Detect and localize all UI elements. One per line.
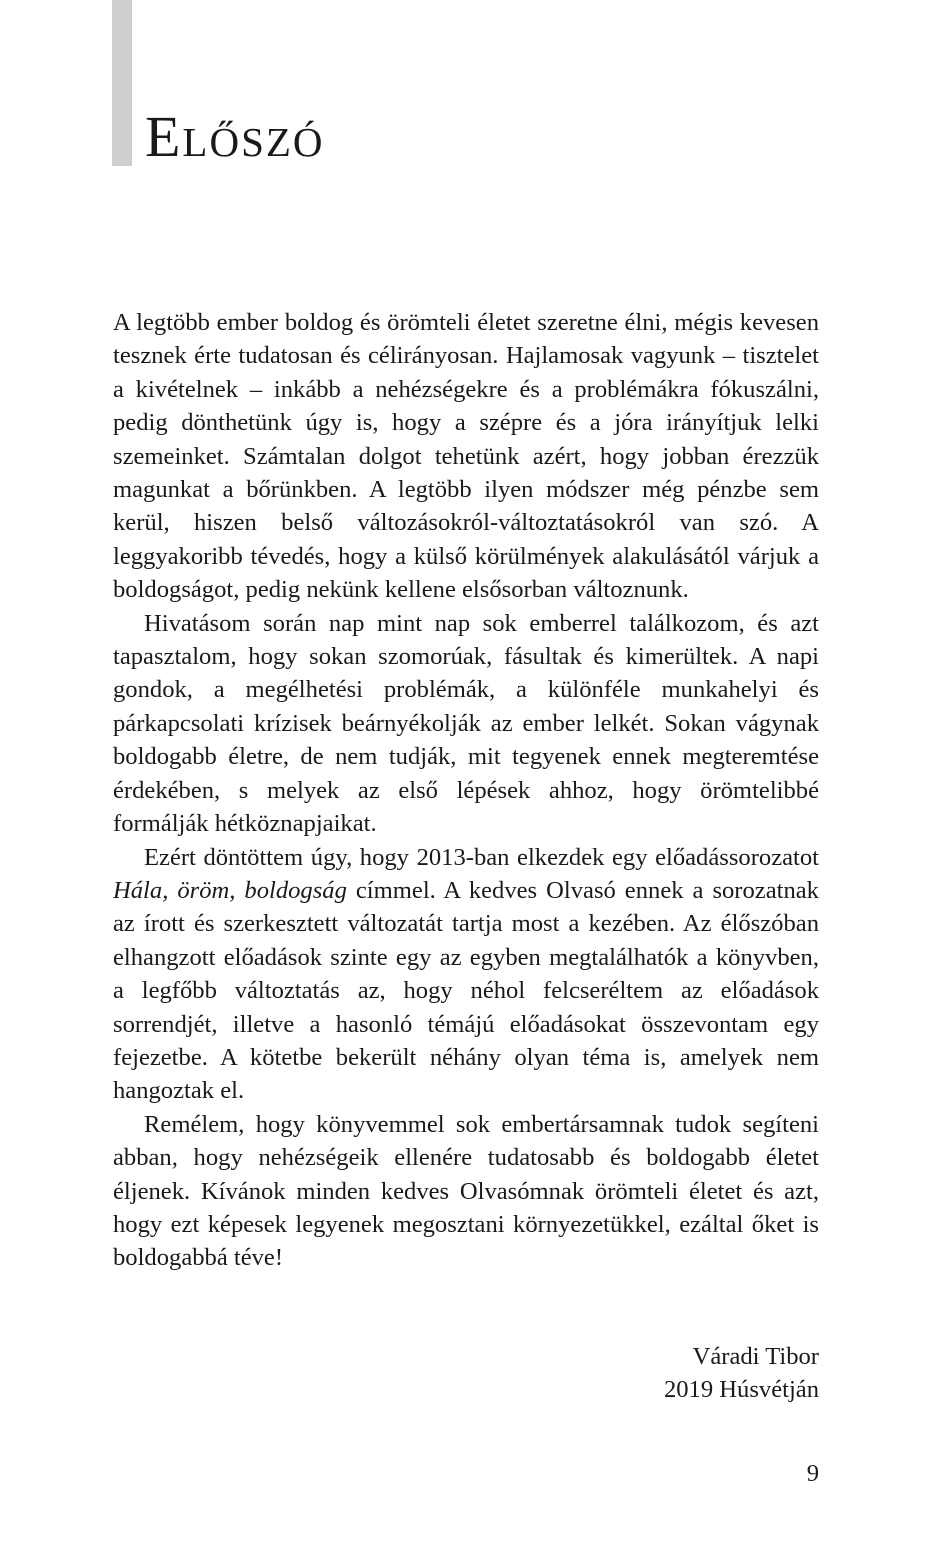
lecture-series-title: Hála, öröm, boldogság [113, 876, 347, 904]
signature-block [664, 1340, 819, 1407]
author-name: Váradi Tibor [692, 1343, 819, 1370]
chapter-marker-bar [112, 0, 132, 166]
paragraph-2: Hivatásom során nap mint nap sok emberrel találkozom, és azt tapasztalom, hogy sokan szomorúak, fásultak és kimerültek. A napi gondok, a megélhetési problémák, a különféle munkahelyi és párkapcsolati krízisek beárnyékolják az ember lelkét. Sokan vágynak boldogabb életre, de nem tudják, mit tegyenek ennek megteremtése érdekében, s melyek az első lépések ahhoz, hogy örömtelibbé formálják hétköznapjaikat. [113, 609, 819, 838]
chapter-title: Előszó [145, 104, 325, 169]
paragraph-3 [113, 841, 819, 1108]
paragraph-4: Remélem, hogy könyvemmel sok embertársamnak tudok segíteni abban, hogy nehézségeik ellenére tudatosabb és boldogabb életet éljenek. Kívánok minden kedves Olvasómnak örömteli életet és azt, hogy ezt képesek legyenek megosztani környezetükkel, ezáltal őket is boldogabbá téve! [113, 1110, 819, 1272]
paragraph-3-end: címmel. A kedves Olvasó ennek a sorozatnak az írott és szerkesztett változatát tartja most a kezében. Az élőszóban elhangzott előadások szinte egy az egyben megtalálhatók a könyvben, a legfőbb változtatás az, hogy néhol felcseréltem az előadások sorrendjét, illetve a hasonló témájú előadásokat összevontam egy fejezetbe. A kötetbe bekerült néhány olyan téma is, amelyek nem hangoztak el. [113, 876, 819, 1105]
page-number: 9 [806, 1460, 819, 1487]
paragraph-1: A legtöbb ember boldog és örömteli életet szeretne élni, mégis kevesen tesznek érte tudatosan és célirányosan. Hajlamosak vagyunk – tisztelet a kivételnek – inkább a nehézségekre és a problémákra fókuszálni, pedig dönthetünk úgy is, hogy a szépre és a jóra irányítjuk lelki szemeinket. Számtalan dolgot tehetünk azért, hogy jobban érezzük magunkat a bőrünkben. A legtöbb ilyen módszer még pénzbe sem kerül, hiszen belső változásokról-változtatásokról van szó. A leggyakoribb tévedés, hogy a külső körülmények alakulásától várjuk a boldogságot, pedig nekünk kellene elsősorban változnunk. [113, 309, 819, 604]
body-text [113, 306, 819, 1275]
paragraph-3-start: Ezért döntöttem úgy, hogy 2013-ban elkezdek egy előadássorozatot [144, 843, 819, 871]
signature-date: 2019 Húsvétján [663, 1376, 819, 1404]
